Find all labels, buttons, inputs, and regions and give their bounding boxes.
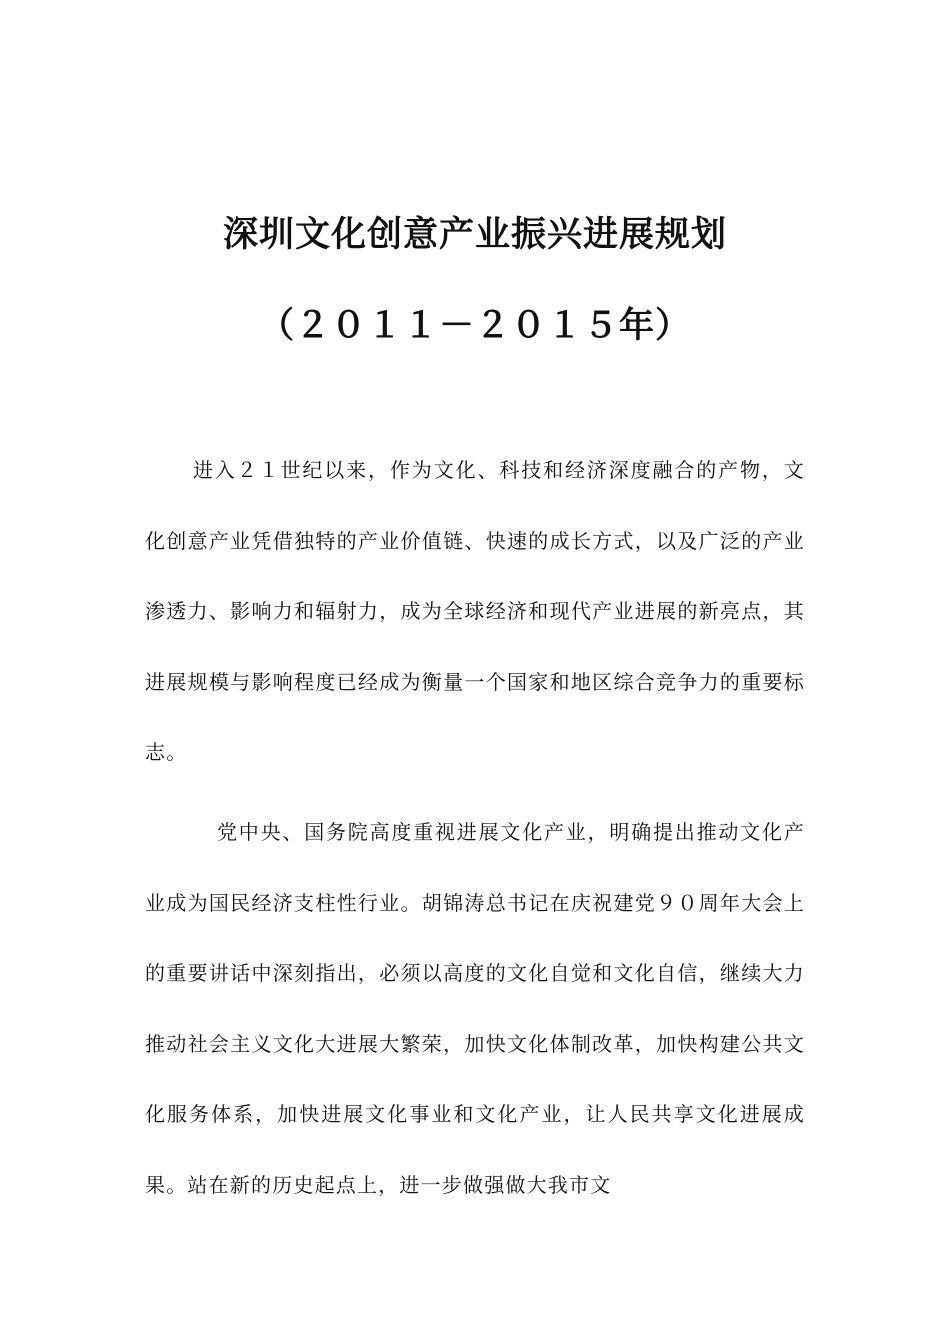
document-subtitle: （２０１１－２０１５年） — [258, 306, 691, 346]
paragraph-1: 进入２１世纪以来，作为文化、科技和经济深度融合的产物，文化创意产业凭借独特的产业价值链、快速的成长方式，以及广泛的产业渗透力、影响力和辐射力，成为全球经济和现代产业进展的新亮点，其进展规模与影响程度已经成为衡量一个国家和地区综合竞争力的重要标志。 — [145, 458, 805, 764]
document-title: 深圳文化创意产业振兴进展规划 — [222, 215, 727, 255]
paragraph-2: 党中央、国务院高度重视进展文化产业，明确提出推动文化产业成为国民经济支柱性行业。胡锦涛总书记在庆祝建党９０周年大会上的重要讲话中深刻指出，必须以高度的文化自觉和文化自信，继续大力推动社会主义文化大进展大繁荣，加快文化体制改革，加快构建公共文化服务体系，加快进展文化事业和文化产业，让人民共享文化进展成果。站在新的历史起点上，进一步做强做大我市文 — [145, 820, 805, 1197]
